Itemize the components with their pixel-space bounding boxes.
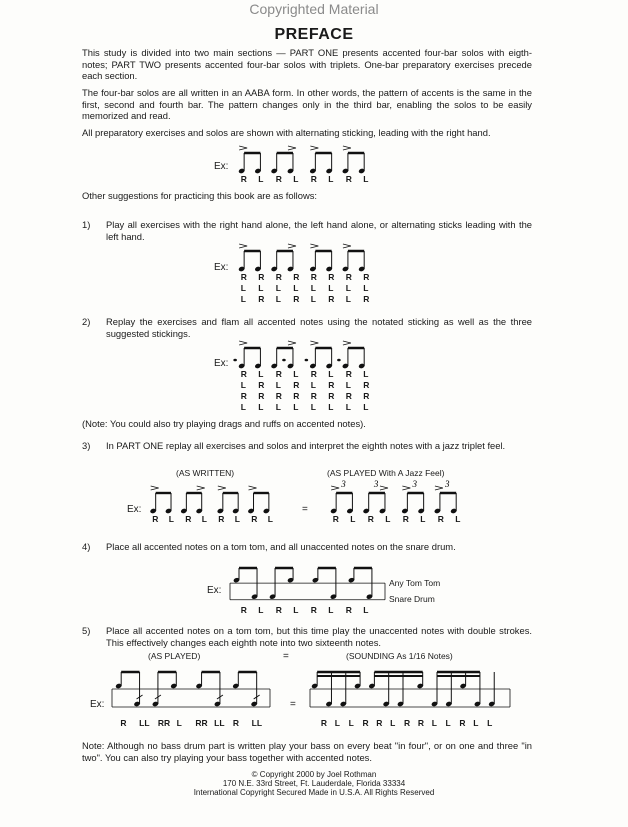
sticking-letter: L <box>240 380 246 390</box>
sticking-letter: LL <box>251 718 263 728</box>
sticking-letter: R <box>328 380 335 390</box>
sticking-letter: RR <box>157 718 171 728</box>
sticking-letter: R <box>310 369 317 379</box>
sticking-letter: R <box>437 514 444 524</box>
sticking-letter: L <box>348 718 354 728</box>
copyright-watermark: Copyrighted Material <box>249 1 379 17</box>
triplet-mark: 3 <box>341 479 346 489</box>
accent-mark <box>218 486 226 490</box>
sticking-letter: L <box>275 380 281 390</box>
accent-mark <box>310 244 318 248</box>
footer-address: 170 N.E. 33rd Street, Ft. Lauderdale, Florida 33334 <box>222 779 406 788</box>
sticking-letter: R <box>275 174 282 184</box>
triplet-mark: 3 <box>445 479 450 489</box>
sticking-letter: R <box>345 174 352 184</box>
sticking-letter: L <box>275 283 281 293</box>
sticking-letter: R <box>275 369 282 379</box>
sticking-letter: L <box>334 718 340 728</box>
ex-label: Ex: <box>207 585 222 596</box>
sticking-letter: R <box>258 272 265 282</box>
sticking-letter: R <box>218 514 225 524</box>
sticking-letter: L <box>328 369 334 379</box>
sticking-letter: R <box>240 272 247 282</box>
sticking-letter: R <box>363 294 370 304</box>
page-title: PREFACE <box>274 26 354 43</box>
grace-note <box>337 359 341 362</box>
sticking-letter: L <box>293 605 299 615</box>
sticking-letter: R <box>293 272 300 282</box>
equals-sign: = <box>302 504 308 515</box>
sticking-letter: L <box>328 174 334 184</box>
footer-copyright: © Copyright 2000 by Joel Rothman <box>251 770 377 779</box>
sticking-letter: R <box>345 369 352 379</box>
accent-mark <box>239 244 247 248</box>
sticking-letter: L <box>385 514 391 524</box>
sticking-letter: L <box>258 605 264 615</box>
sticking-letter: L <box>310 294 316 304</box>
sticking-letter: R <box>240 391 247 401</box>
accent-mark <box>288 146 296 150</box>
equals-sign: = <box>290 699 296 710</box>
example-3-jazz-notation <box>328 479 468 515</box>
sticking-letter: R <box>417 718 424 728</box>
sticking-letter: L <box>363 369 369 379</box>
sticking-letter: L <box>310 380 316 390</box>
ex-label: Ex: <box>90 699 105 710</box>
sticking-letter: R <box>328 294 335 304</box>
intro-paragraph-2: The four-bar solos are all written in an AABA form. In other words, the pattern of accents is the same in the first, second and fourth bar. The pattern changes only in the third bar, enabling the solos to be easily memorized and read. <box>82 87 532 122</box>
sticking-letter: R <box>293 391 300 401</box>
example-5-played-staff <box>112 666 270 716</box>
accent-mark <box>343 244 351 248</box>
sticking-letter: L <box>234 514 240 524</box>
item-number: 4) <box>82 541 91 552</box>
accent-mark <box>435 486 443 490</box>
sticking-letter: R <box>310 391 317 401</box>
accent-mark <box>380 486 388 490</box>
tom-tom-label: Any Tom Tom <box>389 578 441 588</box>
ex-label: Ex: <box>214 358 229 369</box>
sticking-letter: R <box>120 718 127 728</box>
grace-note <box>282 359 286 362</box>
sticking-letter: R <box>332 514 339 524</box>
sticking-letter: L <box>328 402 334 412</box>
sticking-letter: L <box>293 369 299 379</box>
item-2-text: Replay the exercises and flam all accented notes using the notated sticking as well as the three suggested stickings. <box>106 316 532 339</box>
sticking-letter: R <box>275 605 282 615</box>
as-played-jazz-label: (AS PLAYED With A Jazz Feel) <box>327 468 445 478</box>
sticking-letter: R <box>185 514 192 524</box>
sticking-letter: R <box>240 174 247 184</box>
sticking-letter: R <box>345 391 352 401</box>
sticking-letter: L <box>345 402 351 412</box>
sticking-letter: R <box>152 514 159 524</box>
item-number: 1) <box>82 219 91 230</box>
sticking-letter: R <box>404 718 411 728</box>
example-0-notation <box>236 145 376 175</box>
sticking-letter: R <box>275 272 282 282</box>
sticking-letter: L <box>168 514 174 524</box>
example-2-notation <box>236 340 376 370</box>
sticking-letter: R <box>240 369 247 379</box>
triplet-mark: 3 <box>412 479 417 489</box>
note-drags: (Note: You could also try playing drags and ruffs on accented notes). <box>82 418 366 429</box>
sticking-letter: LL <box>214 718 225 728</box>
item-5-text: Place all accented notes on a tom tom, but this time play the unaccented notes with double strokes. This effectively changes each eighth note into two sixteenth notes. <box>106 625 532 648</box>
sticking-letter: L <box>390 718 396 728</box>
sticking-letter: L <box>363 605 369 615</box>
sticking-letter: R <box>293 380 300 390</box>
sticking-letter: L <box>240 294 246 304</box>
item-4-text: Place all accented notes on a tom tom, and all unaccented notes on the snare drum. <box>106 541 456 552</box>
sticking-letter: L <box>275 402 281 412</box>
accent-mark <box>310 146 318 150</box>
sticking-letter: R <box>293 294 300 304</box>
sticking-letter: L <box>350 514 356 524</box>
as-played-label: (AS PLAYED) <box>148 651 201 661</box>
sticking-letter: L <box>473 718 479 728</box>
sticking-letter: L <box>201 514 207 524</box>
accent-mark <box>151 486 159 490</box>
sticking-letter: R <box>367 514 374 524</box>
sticking-letter: L <box>258 402 264 412</box>
equals-sign: = <box>283 651 289 662</box>
snare-drum-label: Snare Drum <box>389 594 435 604</box>
sticking-letter: R <box>310 605 317 615</box>
accent-mark <box>343 146 351 150</box>
item-number: 3) <box>82 440 91 451</box>
sticking-letter: R <box>345 605 352 615</box>
sticking-letter: L <box>240 402 246 412</box>
triplet-mark: 3 <box>373 479 379 489</box>
sticking-letter: L <box>328 283 334 293</box>
sticking-letter: R <box>362 718 369 728</box>
item-number: 5) <box>82 625 91 636</box>
sticking-letter: L <box>363 283 369 293</box>
sticking-letter: LL <box>139 718 150 728</box>
sticking-letter: L <box>431 718 437 728</box>
sticking-letter: L <box>363 402 369 412</box>
sticking-letter: L <box>293 402 299 412</box>
sticking-letter: L <box>258 174 264 184</box>
sticking-letter: L <box>445 718 451 728</box>
sticking-letter: L <box>328 605 334 615</box>
sticking-letter: L <box>293 283 299 293</box>
sticking-letter: L <box>176 718 182 728</box>
accent-mark <box>402 486 410 490</box>
sticking-letter: L <box>258 369 264 379</box>
item-number: 2) <box>82 316 91 327</box>
sticking-letter: R <box>258 391 265 401</box>
other-suggestions: Other suggestions for practicing this book are as follows: <box>82 190 318 201</box>
footer-rights: International Copyright Secured Made in U.S.A. All Rights Reserved <box>193 788 435 797</box>
sticking-letter: RR <box>195 718 208 728</box>
sticking-letter: R <box>328 272 335 282</box>
accent-mark <box>239 146 247 150</box>
sticking-letter: R <box>232 718 240 728</box>
accent-mark <box>249 486 257 490</box>
grace-note <box>305 359 309 362</box>
as-written-label: (AS WRITTEN) <box>176 468 235 478</box>
example-3-written-notation <box>148 485 280 515</box>
sticking-letter: L <box>455 514 461 524</box>
sticking-letter: L <box>345 294 351 304</box>
sticking-letter: R <box>275 391 282 401</box>
sticking-letter: L <box>267 514 273 524</box>
accent-mark <box>310 341 318 345</box>
ex-label: Ex: <box>127 504 142 515</box>
sticking-letter: R <box>376 718 383 728</box>
example-1-notation <box>236 243 376 273</box>
item-1-text: Play all exercises with the right hand alone, the left hand alone, or alternating sticks leading with the left hand. <box>106 219 532 242</box>
sticking-letter: R <box>320 718 328 728</box>
sticking-letter: R <box>363 272 370 282</box>
sticking-letter: L <box>363 174 369 184</box>
accent-mark <box>288 244 296 248</box>
sticking-letter: L <box>310 283 316 293</box>
sticking-letter: R <box>328 391 335 401</box>
accent-mark <box>197 486 205 490</box>
sticking-letter: L <box>345 380 351 390</box>
accent-mark <box>239 341 247 345</box>
sticking-letter: L <box>310 402 316 412</box>
sticking-letter: R <box>345 272 352 282</box>
intro-paragraph-1: This study is divided into two main sections — PART ONE presents accented four-bar solos with eigth-notes; PART TWO presents accented four-bar solos with triplets. One-bar preparatory exercises precede each section. <box>82 47 532 82</box>
sticking-letter: R <box>258 294 265 304</box>
sticking-letter: R <box>310 272 317 282</box>
sticking-letter: R <box>363 391 370 401</box>
final-note: Note: Although no bass drum part is written play your bass on every beat "in four", or on one and three "in two". You can also try playing your bass together with accented notes. <box>82 740 532 763</box>
example-5-sounding-staff <box>310 666 510 716</box>
sticking-letter: L <box>487 718 493 728</box>
accent-mark <box>288 341 296 345</box>
sticking-letter: R <box>240 605 247 615</box>
sticking-letter: L <box>258 283 264 293</box>
example-4-two-line-staff <box>230 562 385 608</box>
sticking-letter: L <box>293 174 299 184</box>
accent-mark <box>331 486 339 490</box>
sounding-label: (SOUNDING As 1/16 Notes) <box>346 651 453 661</box>
sticking-letter: R <box>402 514 409 524</box>
accent-mark <box>343 341 351 345</box>
sticking-letter: R <box>363 380 370 390</box>
sticking-letter: R <box>310 174 317 184</box>
intro-paragraph-3: All preparatory exercises and solos are shown with alternating sticking, leading with the right hand. <box>82 127 491 138</box>
ex-label: Ex: <box>214 262 229 273</box>
sticking-letter: L <box>420 514 426 524</box>
sticking-letter: L <box>275 294 281 304</box>
sticking-letter: L <box>240 283 246 293</box>
item-3-text: In PART ONE replay all exercises and solos and interpret the eighth notes with a jazz triplet feel. <box>106 440 506 451</box>
sticking-letter: R <box>251 514 258 524</box>
sticking-letter: L <box>345 283 351 293</box>
ex-label: Ex: <box>214 161 229 172</box>
grace-note <box>233 359 237 362</box>
sticking-letter: R <box>258 380 265 390</box>
sticking-letter: R <box>459 718 466 728</box>
